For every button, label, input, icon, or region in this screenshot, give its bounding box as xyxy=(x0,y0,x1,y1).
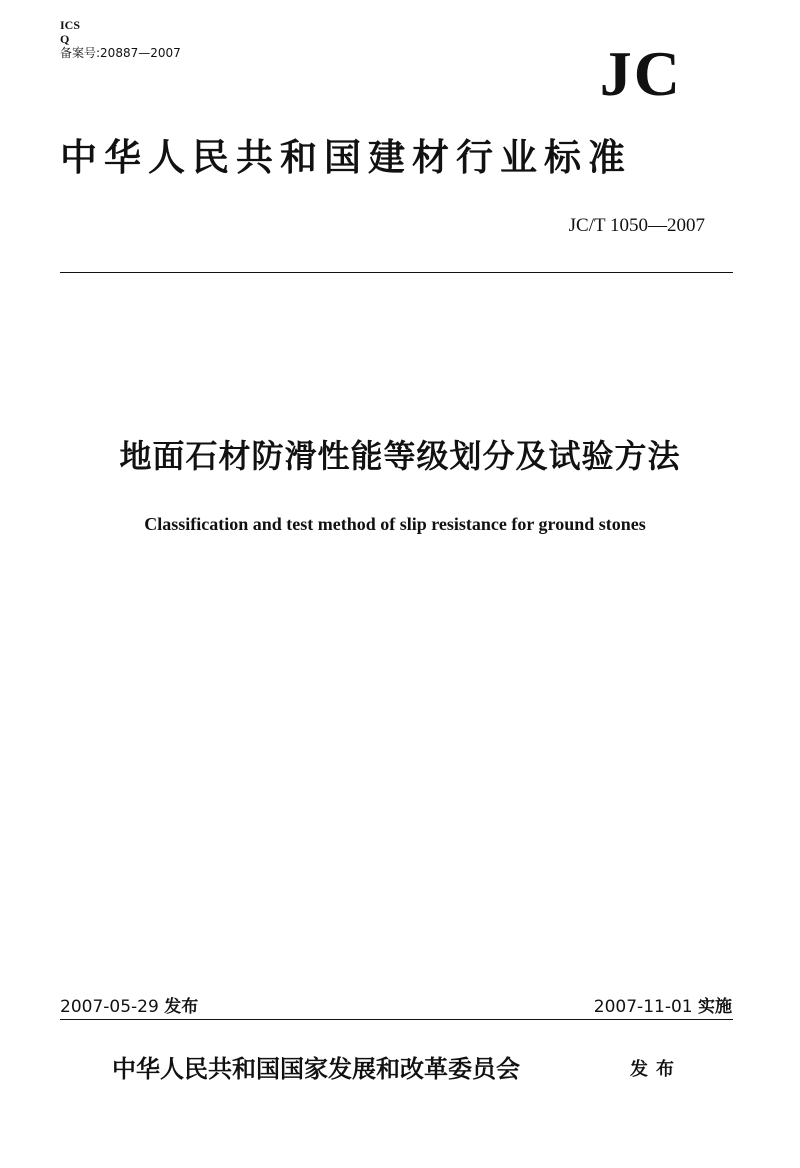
category-logo: JC xyxy=(599,38,682,109)
release-label: 发布 xyxy=(164,997,199,1017)
document-title-cn: 地面石材防滑性能等级划分及试验方法 xyxy=(119,437,681,475)
ccs-label: Q xyxy=(60,32,70,46)
standard-code: JC/T 1050—2007 xyxy=(568,215,705,236)
issuer-name: 中华人民共和国国家发展和改革委员会 xyxy=(112,1054,520,1083)
ics-label: ICS xyxy=(60,18,81,32)
release-date: 2007-05-29 xyxy=(60,997,159,1017)
footer-divider xyxy=(60,1019,733,1020)
standard-title: 中华人民共和国建材行业标准 xyxy=(60,135,632,179)
implement-label: 实施 xyxy=(698,997,732,1017)
implement-date: 2007-11-01 xyxy=(593,997,693,1017)
header-divider xyxy=(60,272,733,273)
implement-date-block xyxy=(594,996,732,1018)
release-date-block xyxy=(60,996,198,1018)
document-title-en: Classification and test method of slip resistance for ground stones xyxy=(144,514,646,534)
record-number: 备案号:20887—2007 xyxy=(60,46,181,60)
issue-label: 发布 xyxy=(630,1059,682,1080)
